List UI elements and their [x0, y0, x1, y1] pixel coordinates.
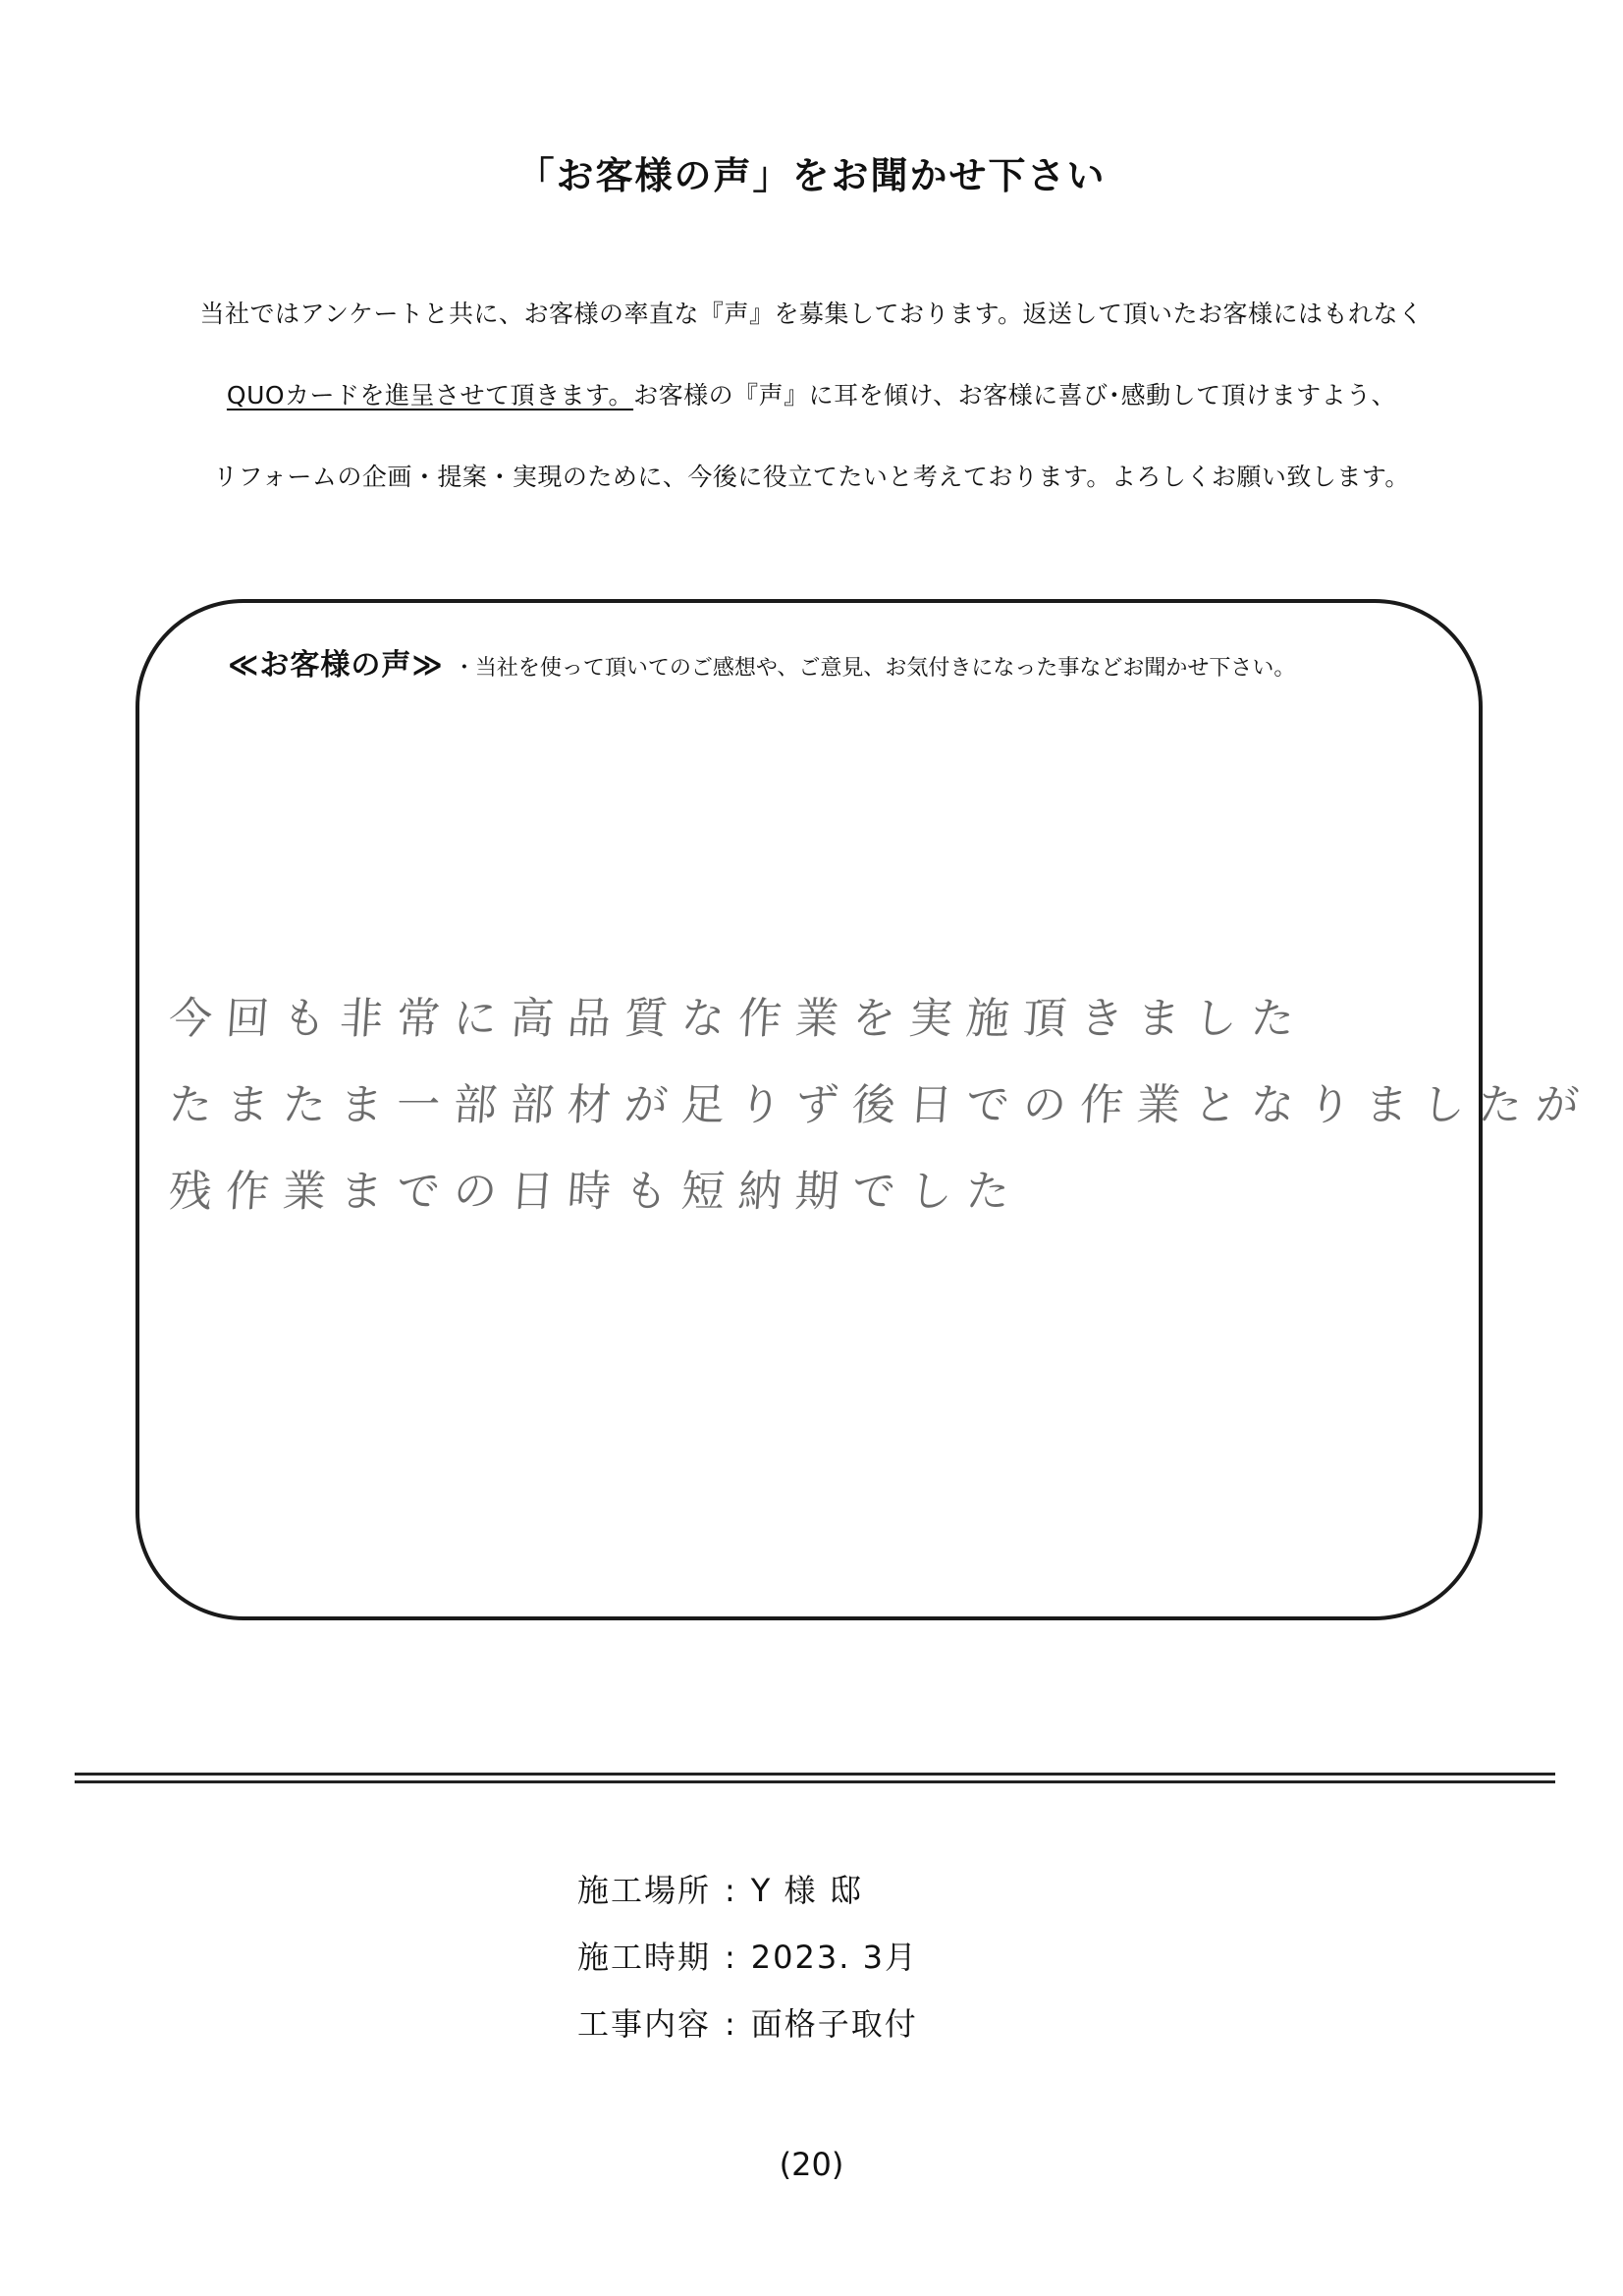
location-value: Y 様 邸	[750, 1872, 863, 1909]
handwritten-comment	[169, 976, 1593, 1235]
info-period	[577, 1933, 918, 1978]
voice-box-hint: ・当社を使って頂いてのご感想や、ご意見、お気付きになった事などお聞かせ下さい。	[453, 656, 1296, 681]
voice-box-label: ≪お客様の声≫	[228, 648, 444, 683]
work-separator: :	[725, 2005, 737, 2043]
period-separator: :	[725, 1939, 737, 1976]
work-label: 工事内容	[577, 2005, 712, 2043]
location-label: 施工場所	[577, 1872, 712, 1909]
page-number: (20)	[779, 2146, 844, 2183]
customer-voice-box	[135, 599, 1595, 1620]
period-label: 施工時期	[577, 1939, 712, 1976]
page-title: 「お客様の声」をお聞かせ下さい	[516, 154, 1107, 197]
location-separator: :	[725, 1872, 737, 1909]
intro-line-2-rest: お客様の『声』に耳を傾け、お客様に喜び･感動して頂けますよう、	[633, 381, 1397, 410]
voice-box-header	[228, 640, 1295, 683]
divider-top	[75, 1773, 1555, 1776]
quo-card-offer: QUOカードを進呈させて頂きます。	[226, 381, 634, 410]
period-value: 2023. 3月	[750, 1939, 918, 1976]
intro-line-2	[0, 376, 1623, 411]
handwritten-line-2: たまたま一部部材が足りず後日での作業となりましたが	[167, 1080, 1595, 1130]
info-location	[577, 1866, 863, 1911]
handwritten-line-1: 今回も非常に高品質な作業を実施頂きました	[167, 994, 1310, 1044]
handwritten-line-3: 残作業までの日時も短納期でした	[167, 1167, 1025, 1217]
info-work	[577, 1999, 918, 2045]
work-value: 面格子取付	[750, 2005, 918, 2043]
divider-bottom	[75, 1780, 1555, 1783]
intro-line-3: リフォームの企画・提案・実現のために、今後に役立てたいと考えております。よろしくお願い致します。	[213, 463, 1410, 491]
intro-line-1: 当社ではアンケートと共に、お客様の率直な『声』を募集しております。返送して頂いたお客様にはもれなく	[199, 300, 1424, 328]
